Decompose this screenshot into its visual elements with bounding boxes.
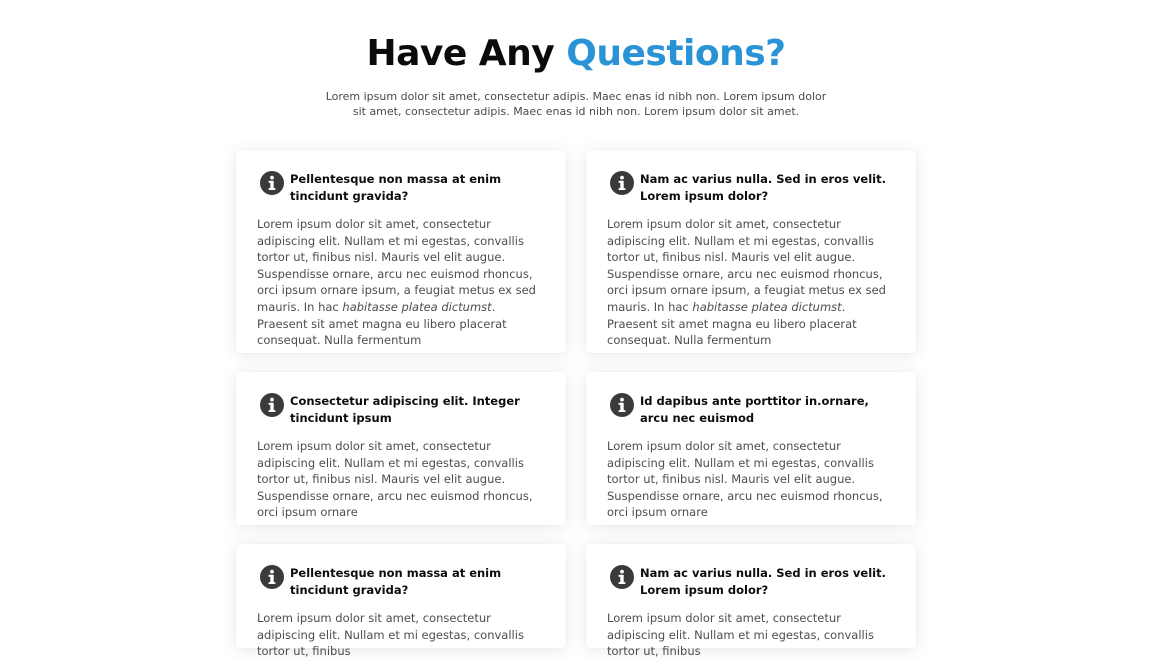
faq-card — [236, 150, 566, 353]
faq-answer-text: Lorem ipsum dolor sit amet, consectetur adipiscing elit. Nullam et mi egestas, convallis tortor ut, finibus nisl. Mauris vel elit augue. Suspendisse ornare, arcu nec euismod rhoncus, orci ipsum ornare — [257, 439, 533, 520]
faq-card — [586, 150, 916, 353]
faq-card-header — [607, 565, 895, 598]
faq-answer — [607, 438, 895, 521]
info-icon — [260, 171, 284, 195]
page-title — [0, 30, 1152, 78]
info-icon — [610, 393, 634, 417]
faq-card — [586, 372, 916, 525]
info-icon — [260, 393, 284, 417]
faq-card-header — [607, 171, 895, 204]
info-icon — [610, 565, 634, 589]
faq-answer — [607, 216, 895, 349]
faq-answer — [257, 216, 545, 349]
faq-question: Consectetur adipiscing elit. Integer tincidunt ipsum — [290, 394, 520, 425]
faq-card — [236, 544, 566, 659]
faq-card-header — [257, 565, 545, 598]
faq-answer-text: Lorem ipsum dolor sit amet, consectetur adipiscing elit. Nullam et mi egestas, convallis tortor ut, finibus nisl. Mauris vel elit augue. Suspendisse ornare, arcu nec euismod rhoncus, orci ipsum ornare ipsum, a feugiat metus ex sed mauris. In hac — [257, 217, 536, 314]
faq-question: Pellentesque non massa at enim tincidunt gravida? — [290, 566, 502, 597]
faq-answer-text-end: . Praesent sit amet magna eu libero placerat consequat. Nulla fermentum — [607, 299, 857, 348]
page-title-text: Have Any — [366, 33, 567, 74]
faq-answer-text: Lorem ipsum dolor sit amet, consectetur adipiscing elit. Nullam et mi egestas, convallis tortor ut, finibus nisl. Mauris vel elit augue. Suspendisse ornare, arcu nec euismod rhoncus, orci ipsum ornare — [607, 439, 883, 520]
faq-answer-text: Lorem ipsum dolor sit amet, consectetur adipiscing elit. Nullam et mi egestas, convallis tortor ut, finibus — [607, 611, 874, 659]
faq-card-header — [257, 393, 545, 426]
faq-answer — [257, 610, 545, 660]
faq-question: Pellentesque non massa at enim tincidunt gravida? — [290, 172, 502, 203]
faq-answer — [257, 438, 545, 521]
faq-answer-text-end: . Praesent sit amet magna eu libero placerat consequat. Nulla fermentum — [257, 299, 507, 348]
faq-answer-text: Lorem ipsum dolor sit amet, consectetur adipiscing elit. Nullam et mi egestas, convallis tortor ut, finibus — [257, 611, 524, 659]
faq-answer — [607, 610, 895, 660]
info-icon — [610, 171, 634, 195]
faq-question: Id dapibus ante porttitor in.ornare, arcu nec euismod — [640, 394, 869, 425]
intro-text: Lorem ipsum dolor sit amet, consectetur adipis. Maec enas id nibh non. Lorem ipsum dolor sit amet, consectetur adipis. Maec enas id nibh non. Lorem ipsum dolor sit amet. — [325, 90, 827, 118]
faq-question: Nam ac varius nulla. Sed in eros velit. Lorem ipsum dolor? — [640, 566, 886, 597]
info-icon — [260, 565, 284, 589]
page-title-accent: Questions? — [566, 33, 786, 74]
faq-card — [236, 372, 566, 525]
faq-question: Nam ac varius nulla. Sed in eros velit. Lorem ipsum dolor? — [640, 172, 886, 203]
faq-answer-emphasis: habitasse platea dictumst — [692, 299, 842, 314]
faq-card-header — [257, 171, 545, 204]
faq-card-header — [607, 393, 895, 426]
faq-answer-emphasis: habitasse platea dictumst — [342, 299, 492, 314]
faq-answer-text: Lorem ipsum dolor sit amet, consectetur adipiscing elit. Nullam et mi egestas, convallis tortor ut, finibus nisl. Mauris vel elit augue. Suspendisse ornare, arcu nec euismod rhoncus, orci ipsum ornare ipsum, a feugiat metus ex sed mauris. In hac — [607, 217, 886, 314]
faq-card — [586, 544, 916, 659]
